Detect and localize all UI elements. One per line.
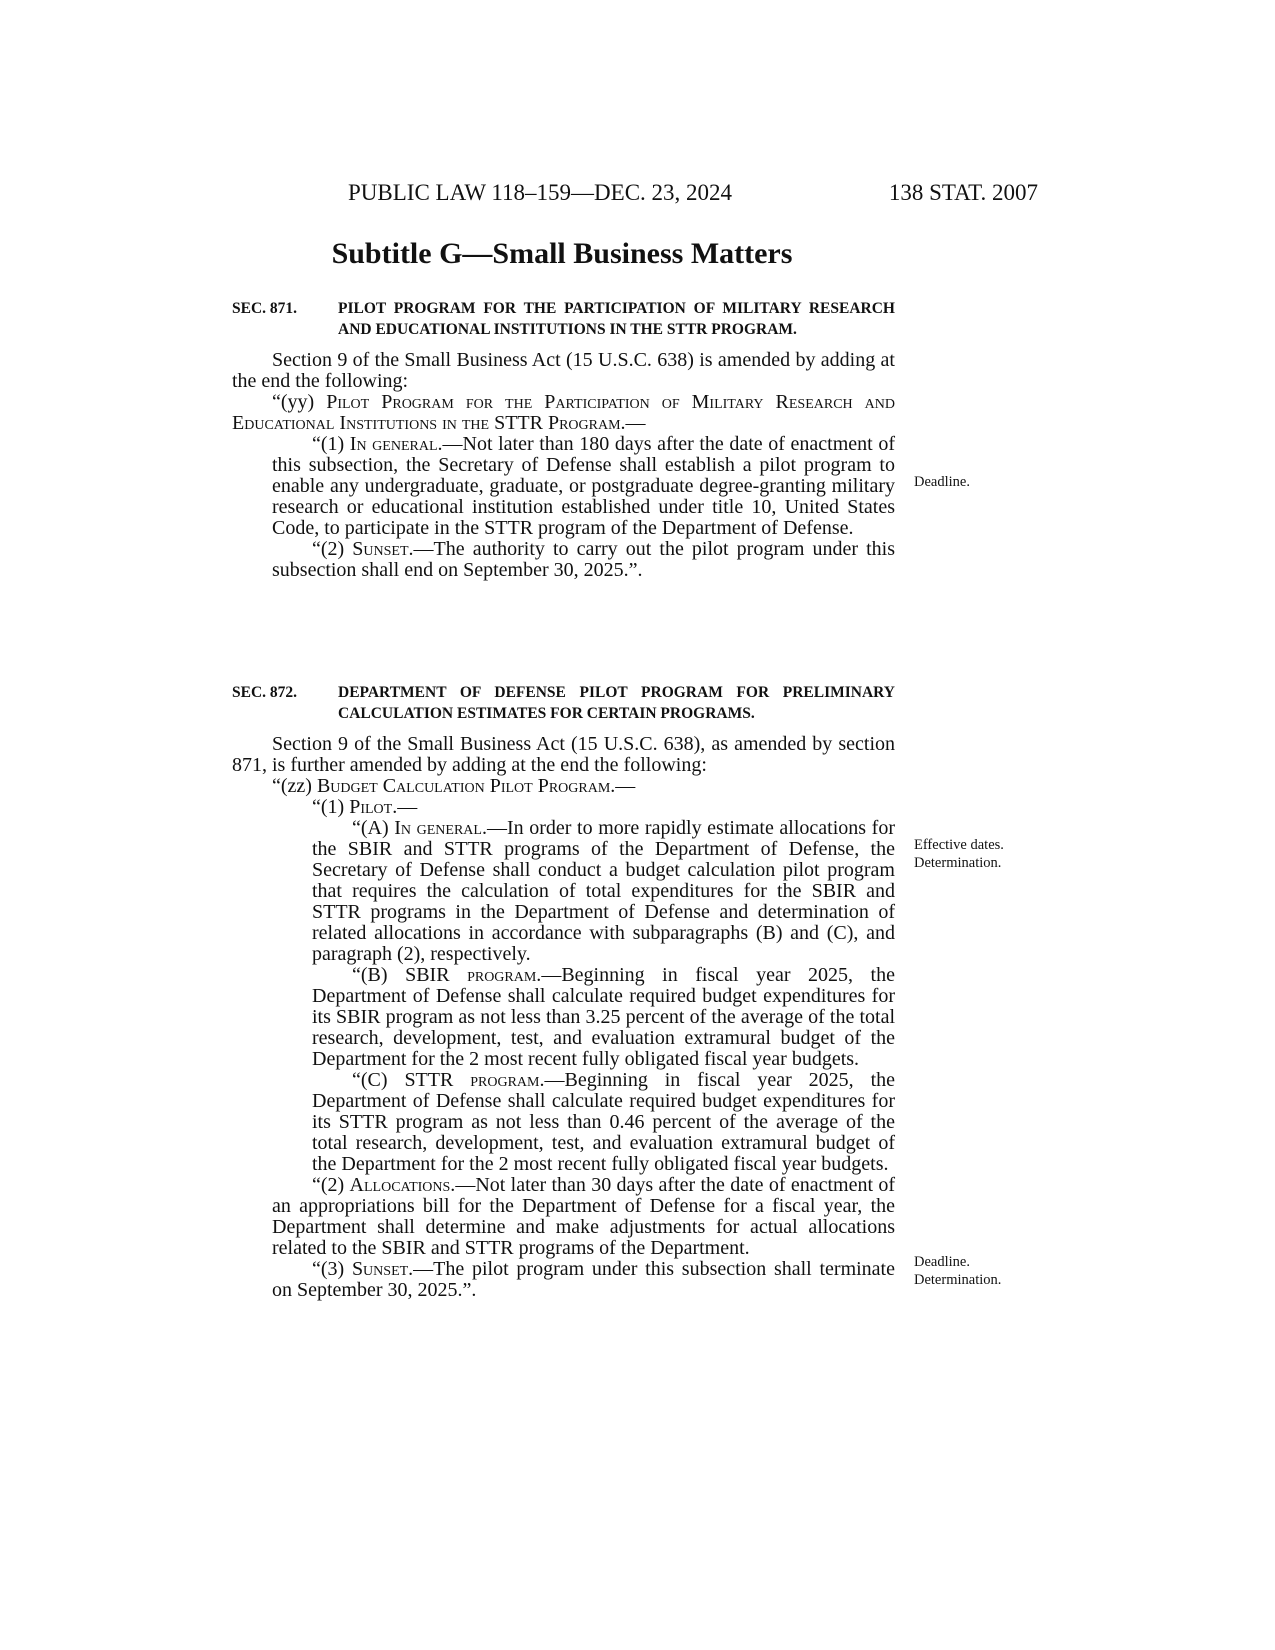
paragraph-1: “(1) In general.—Not later than 180 days after the date of enactment of this subsection, the Secretary of Defense shall establish a pilot program to enable any undergraduate, graduate, or postgraduate degree-granting military research or educational institution established under title 10, United States Code, to participate in the STTR program of the Department of Defense. xyxy=(272,433,895,539)
section-number: SEC. 872. xyxy=(232,684,298,701)
section-intro: Section 9 of the Small Business Act (15 U.S.C. 638) is amended by adding at the end the following: xyxy=(232,349,895,392)
subparagraph-b: “(B) SBIR program.—Beginning in fiscal year 2025, the Department of Defense shall calculate required budget expenditures for its SBIR program as not less than 3.25 percent of the average of the total research, development, test, and evaluation extramural budget of the Department for the 2 most recent fully obligated fiscal year budgets. xyxy=(312,964,895,1070)
paragraph-heading: In general. xyxy=(349,433,443,455)
section-871 xyxy=(232,298,895,581)
section-number: SEC. 871. xyxy=(232,300,298,317)
subparagraph-heading: In general. xyxy=(394,817,487,839)
section-872 xyxy=(232,682,895,1301)
paragraph-3: “(3) Sunset.—The pilot program under this subsection shall terminate on September 30, 2025.”. xyxy=(272,1258,895,1301)
paragraph-heading: Sunset. xyxy=(352,538,414,560)
paragraph-heading: Pilot.— xyxy=(349,796,418,818)
paragraph-heading: Allocations. xyxy=(349,1174,456,1196)
running-head: PUBLIC LAW 118–159—DEC. 23, 2024 xyxy=(348,180,733,205)
margin-note-deadline: Deadline. xyxy=(914,474,970,490)
subsection-yy: “(yy) Pilot Program for the Participation of Military Research and Educational Institutions in the STTR Program.— xyxy=(232,391,895,434)
paragraph-2: “(2) Sunset.—The authority to carry out the pilot program under this subsection shall end on September 30, 2025.”. xyxy=(272,538,895,581)
section-872-heading xyxy=(232,682,895,724)
paragraph-2: “(2) Allocations.—Not later than 30 days after the date of enactment of an appropriations bill for the Department of Defense for a fiscal year, the Department shall determine and make adjustments for actual allocations related to the SBIR and STTR programs of the Department. xyxy=(272,1174,896,1259)
section-intro: Section 9 of the Small Business Act (15 U.S.C. 638), as amended by section 871, is further amended by adding at the end the following: xyxy=(232,733,895,776)
margin-note-effective-dates: Effective dates. Determination. xyxy=(914,837,1004,871)
subparagraph-heading: SBIR program. xyxy=(405,964,542,986)
section-871-heading xyxy=(232,298,895,340)
margin-note-deadline-determination: Deadline. Determination. xyxy=(914,1254,1002,1288)
subsection-zz: “(zz) Budget Calculation Pilot Program.— xyxy=(272,775,636,797)
section-title: PILOT PROGRAM FOR THE PARTICIPATION OF MILITARY RESEARCH AND EDUCATIONAL INSTITUTIONS IN THE STTR PROGRAM. xyxy=(338,300,895,338)
subparagraph-c: “(C) STTR program.—Beginning in fiscal year 2025, the Department of Defense shall calculate required budget expenditures for its STTR program as not less than 0.46 percent of the average of the total research, development, test, and evaluation extramural budget of the Department for the 2 most recent fully obligated fiscal year budgets. xyxy=(312,1069,896,1175)
subparagraph-a: “(A) In general.—In order to more rapidly estimate allocations for the SBIR and STTR programs of the Department of Defense, the Secretary of Defense shall conduct a budget calculation pilot program that requires the calculation of total expenditures for the SBIR and STTR programs in the Department of Defense and determination of related allocations in accordance with subparagraphs (B) and (C), and paragraph (2), respectively. xyxy=(312,817,895,965)
page-folio: 138 STAT. 2007 xyxy=(888,180,1038,205)
paragraph-1: “(1) Pilot.— xyxy=(312,796,418,818)
subsection-heading: Pilot Program for the Participation of Military Research and Educational Institutions in the STTR Program.— xyxy=(232,391,895,434)
subsection-heading: Budget Calculation Pilot Program.— xyxy=(316,775,636,797)
page-header xyxy=(0,180,1275,214)
subtitle-heading: Subtitle G—Small Business Matters xyxy=(331,237,793,270)
paragraph-heading: Sunset. xyxy=(351,1258,414,1280)
section-title: DEPARTMENT OF DEFENSE PILOT PROGRAM FOR PRELIMINARY CALCULATION ESTIMATES FOR CERTAIN PROGRAMS. xyxy=(338,684,895,722)
subparagraph-heading: STTR program. xyxy=(404,1069,545,1091)
